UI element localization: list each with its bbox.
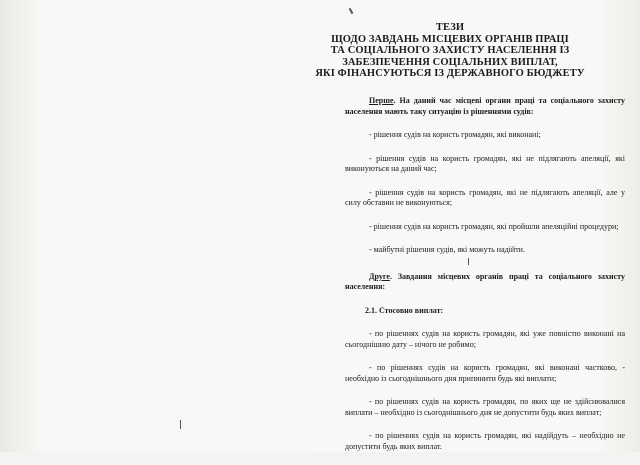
list-item: - рішення судів на користь громадян, які пройшли апеляційні процедури; xyxy=(369,221,619,231)
scan-speck xyxy=(468,258,469,265)
section-second xyxy=(345,272,625,293)
section-first-text: . На даний час місцеві органи праці та соціального захисту населення мають таку ситуацію із рішеннями судів: xyxy=(345,96,625,116)
title-line-2: ЩОДО ЗАВДАНЬ МІСЦЕВИХ ОРГАНІВ ПРАЦІ xyxy=(331,33,569,45)
document-title xyxy=(300,22,600,80)
list-item: - рішення судів на користь громадян, які виконані; xyxy=(369,130,541,139)
section-first-label: Перше xyxy=(369,96,394,105)
title-line-5: ЯКІ ФІНАНСУЮТЬСЯ ІЗ ДЕРЖАВНОГО БЮДЖЕТУ xyxy=(315,68,585,79)
section-second-text: . Завдання місцевих органів праці та соціального захисту населення: xyxy=(345,271,625,291)
list-item: - рішення судів на користь громадян, які не підлягають апеляції, але у силу обставин не виконуються; xyxy=(345,187,625,207)
list-item: - майбутні рішення судів, які можуть надійти. xyxy=(369,245,525,254)
payment-item: - по рішеннях судів на користь громадян, які уже повністю виконані на сьогоднішню дату – нічого не робимо; xyxy=(345,329,625,349)
payment-item: - по рішеннях судів на користь громадян, які виконані частково, - необхідно із сьогоднішнього дня припинити будь які виплати; xyxy=(345,363,625,383)
scan-speck xyxy=(349,8,354,14)
scan-speck xyxy=(180,420,181,429)
section-first xyxy=(345,96,625,117)
document-body xyxy=(345,96,625,465)
title-line-1: ТЕЗИ xyxy=(435,22,465,33)
subsection-title: 2.1. Стосовно виплат: xyxy=(365,305,444,315)
title-line-4: ЗАБЕЗПЕЧЕННЯ СОЦІАЛЬНИХ ВИПЛАТ, xyxy=(342,56,558,68)
payment-item: - по рішеннях судів на користь громадян, які надійдуть – необхідно не допустити будь яких виплат. xyxy=(345,431,625,451)
section-second-label: Друге xyxy=(369,271,390,281)
title-line-3: ТА СОЦІАЛЬНОГО ЗАХИСТУ НАСЕЛЕННЯ ІЗ xyxy=(330,45,570,56)
list-item: - рішення судів на користь громадян, які не підлягають апеляції, які виконуються на даний час; xyxy=(345,153,625,173)
payment-item: - по рішеннях судів на користь громадян, по яких ще не здійснювалися виплати – необхідно із сьогоднішнього дня не допустити будь яких виплат; xyxy=(345,397,625,417)
